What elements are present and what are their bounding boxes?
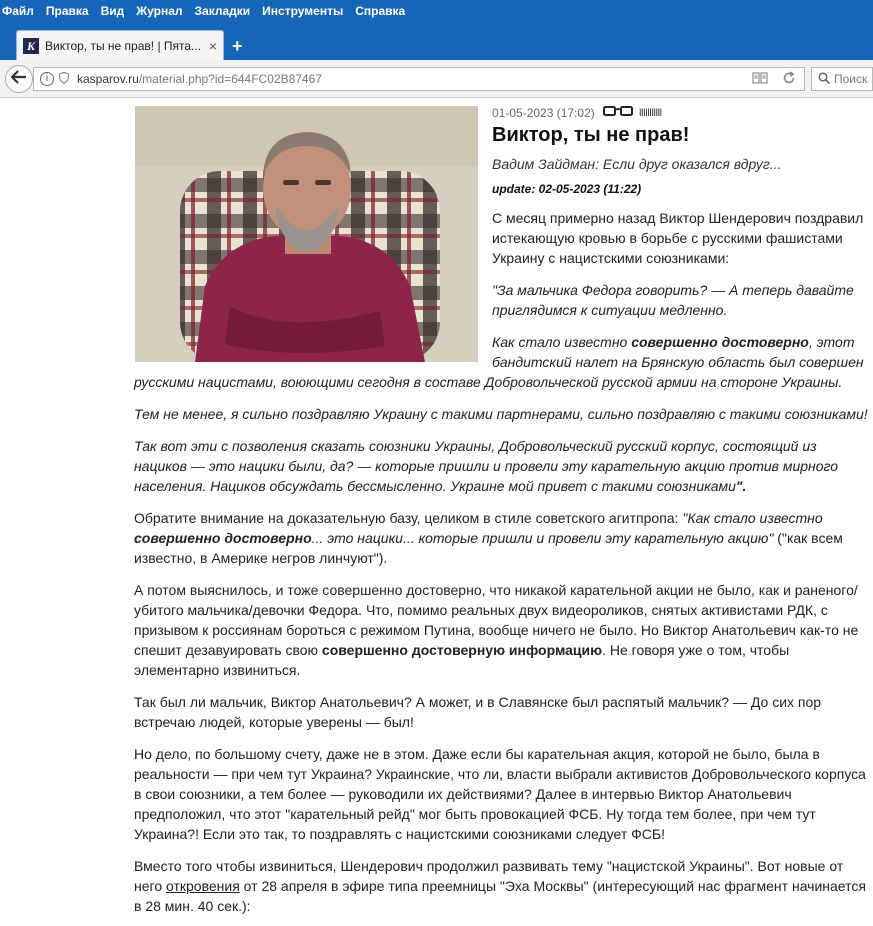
back-arrow-icon — [11, 70, 27, 89]
menu-help[interactable]: Справка — [355, 4, 406, 18]
paragraph: Так был ли мальчик, Виктор Анатольевич? А может, и в Славянске был распятый мальчик? — До сих пор встречаю людей, которые уверены — был! — [134, 694, 822, 730]
text-run: Вместо того чтобы извиниться, Шендерович продолжил развивать тему "нацистской Украины". Вот новые от него — [134, 858, 844, 894]
navigation-bar — [0, 60, 873, 98]
url-bar[interactable] — [33, 67, 805, 91]
glasses-icon — [603, 104, 633, 122]
menu-bar — [0, 0, 873, 22]
quote-run — [134, 530, 312, 546]
quote-paragraph: "За мальчика Федора говорить? — А теперь давайте приглядимся к ситуации медленно. — [492, 282, 854, 318]
menu-history[interactable]: Журнал — [136, 4, 183, 18]
article-subtitle: Вадим Зайдман: Если друг оказался вдруг... — [492, 156, 782, 172]
url-path: /material.php?id=644FC02B87467 — [138, 72, 322, 86]
tab-title: Виктор, ты не прав! | Пята... — [45, 38, 202, 53]
article-title: Виктор, ты не прав! — [492, 124, 690, 146]
tab-active[interactable] — [16, 30, 224, 60]
menu-bookmarks[interactable]: Закладки — [194, 4, 251, 18]
text-run: А потом выяснилось, и тоже совершенно достоверно, что никакой карательной акции не было, как и раненого/убитого мальчика/девочки Федора. Что, помимо реальных двух видеороликов, снятых активистами РДК, с призывом к россиянам бороться с режимом Путина, вообще ничего не было. Но Виктор Анатольевич как-то не спешит дезавуировать свою — [134, 582, 859, 658]
menu-tools[interactable]: Инструменты — [262, 4, 344, 18]
rating-bar: IIIIIIIIIII — [638, 106, 662, 119]
text-run: ("как всем известно, в Америке негров линчуют"). — [134, 530, 843, 566]
menu-view[interactable]: Вид — [100, 4, 125, 18]
shield-icon[interactable] — [59, 72, 69, 87]
back-button[interactable] — [5, 65, 33, 93]
text-run: Так вот эти с позволения сказать союзники Украины, Добровольческий русский корпус, состоящий из нациков — это нацики были, да? — которые пришли и провели эту карательную акцию против мирного населения. Нациков обсуждать бессмысленно. Украине мой привет с такими союзниками — [134, 438, 839, 494]
emphasis: совершенно достоверно — [631, 334, 809, 350]
tab-close-icon[interactable]: × — [208, 37, 217, 54]
article-meta — [492, 105, 870, 120]
quote-run: "Как стало известно — [682, 510, 823, 526]
text-run: . Не говоря уже о том, чтобы элементарно извиниться. — [134, 642, 790, 678]
tab-strip — [0, 22, 873, 60]
quote-run: ... это нацики... которые пришли и провели эту карательную акцию" — [311, 530, 774, 546]
update-date: update: 02-05-2023 (11:22) — [492, 182, 642, 196]
text-run: от 28 апреля в эфире типа преемницы "Эха Москвы" (интересующий нас фрагмент начинается в 28 мин. 40 сек.): — [134, 878, 866, 914]
emphasis: ". — [735, 478, 747, 494]
url-host: kasparov.ru — [77, 72, 139, 86]
reload-icon[interactable] — [782, 71, 796, 88]
paragraph — [134, 580, 870, 680]
quote-paragraph — [134, 436, 870, 496]
url-text — [77, 72, 752, 86]
text-run: Как стало известно — [492, 334, 632, 350]
paragraph — [134, 856, 870, 916]
emphasis: совершенно достоверную информацию — [321, 642, 603, 658]
info-icon[interactable]: i — [40, 72, 54, 86]
search-placeholder: Поиск — [834, 72, 868, 86]
paragraph: С месяц примерно назад Виктор Шендерович поздравил истекающую кровью в борьбе с русскими фашистами Украину с нацистскими союзниками: — [492, 210, 864, 266]
publish-date: 01-05-2023 (17:02) — [492, 105, 595, 120]
search-bar[interactable] — [811, 67, 873, 91]
article — [134, 100, 870, 916]
article-photo — [135, 106, 478, 362]
article-link[interactable]: откровения — [166, 878, 240, 894]
menu-edit[interactable]: Правка — [45, 4, 89, 18]
emphasis: совершенно достоверно — [134, 530, 312, 546]
reader-view-icon[interactable] — [752, 72, 768, 87]
search-icon — [818, 72, 830, 87]
menu-file[interactable]: Файл — [2, 4, 34, 18]
text-run: Обратите внимание на доказательную базу, целиком в стиле советского агитпропа: — [134, 510, 683, 526]
new-tab-button[interactable]: + — [232, 36, 243, 56]
paragraph: Но дело, по большому счету, даже не в этом. Даже если бы карательная акция, которой не было, была в реальности — при чем тут Украина? Украинские, что ли, власти выбрали активистов Добровольческого корпуса в свои союзники, а тем более — руководили их действиями? Далее в интервью Виктор Анатольевич предположил, что этот "карательный рейд" мог быть провокацией ФСБ. Ну тогда тем более, при чем тут Украина?! Если это так, то поздравлять с нацистскими союзниками следует ФСБ! — [134, 746, 866, 842]
paragraph — [134, 508, 870, 568]
site-favicon-icon: K — [23, 38, 39, 54]
quote-paragraph: Тем не менее, я сильно поздравляю Украину с такими партнерами, сильно поздравляю с такими союзниками! — [134, 406, 868, 422]
text-run: , этот бандитский налет на Брянскую область был совершен русскими нацистами, воюющими сегодня в составе Добровольческой русской армии на стороне Украины. — [134, 334, 864, 390]
